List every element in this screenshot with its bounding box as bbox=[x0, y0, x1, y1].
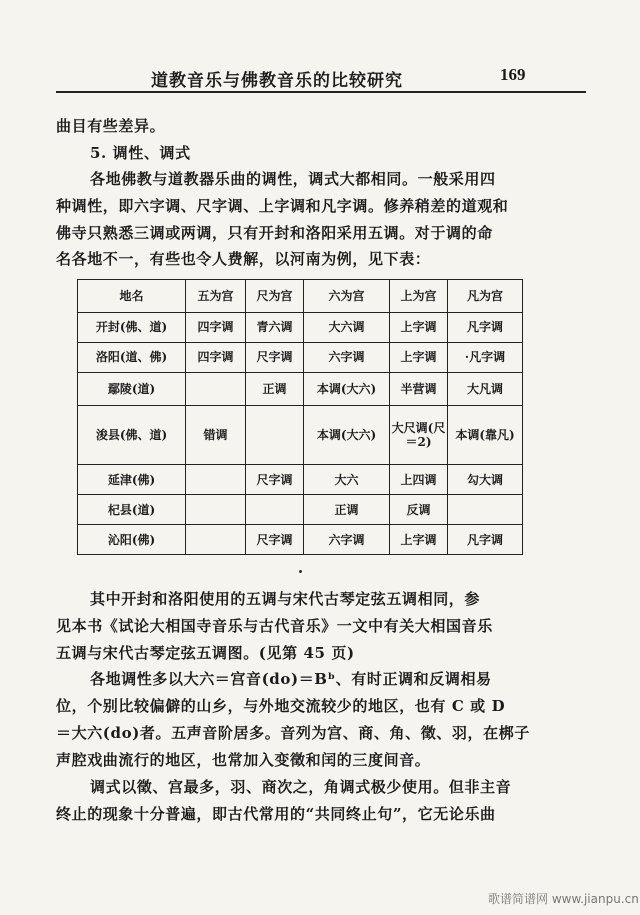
paragraph-line: 名各地不一，有些也令人费解，以河南为例，见下表： bbox=[56, 250, 431, 268]
table-cell: 半营调 bbox=[390, 372, 448, 405]
table-cell: 上字调 bbox=[390, 313, 448, 343]
table-header-cell: 六为宫 bbox=[304, 280, 390, 313]
table-cell bbox=[186, 495, 246, 525]
header-rule bbox=[56, 91, 586, 93]
table-cell: 四字调 bbox=[186, 313, 246, 343]
table-cell: 延津(佛) bbox=[78, 465, 186, 495]
table-cell: 凡字调 bbox=[448, 525, 523, 555]
table-header-cell: 地名 bbox=[78, 280, 186, 313]
table-cell: 凡字调 bbox=[448, 313, 523, 343]
table-cell bbox=[186, 372, 246, 405]
table-row bbox=[78, 313, 523, 343]
table-cell: 上字调 bbox=[390, 525, 448, 555]
chapter-title: 道教音乐与佛教音乐的比较研究 bbox=[151, 71, 403, 91]
paragraph-line: ＝大六(do)者。五声音阶居多。音列为宫、商、角、徵、羽，在梆子 bbox=[56, 724, 530, 742]
table-cell: 正调 bbox=[246, 372, 304, 405]
paragraph-line: 曲目有些差异。 bbox=[56, 117, 166, 135]
paragraph-line: 调式以徵、宫最多，羽、商次之，角调式极少使用。但非主音 bbox=[90, 778, 512, 796]
table-row bbox=[78, 465, 523, 495]
page-number: 169 bbox=[500, 65, 526, 84]
table-header-row bbox=[78, 280, 523, 313]
table-cell: 反调 bbox=[390, 495, 448, 525]
table-row bbox=[78, 342, 523, 372]
table-cell: 六字调 bbox=[304, 342, 390, 372]
table-cell: 沁阳(佛) bbox=[78, 525, 186, 555]
table-cell: 本调(大六) bbox=[304, 405, 390, 465]
table-cell: 洛阳(道、佛) bbox=[78, 342, 186, 372]
table-row bbox=[78, 495, 523, 525]
table-cell: 尺字调 bbox=[246, 342, 304, 372]
table-cell: 上字调 bbox=[390, 342, 448, 372]
table-cell: 尺字调 bbox=[246, 525, 304, 555]
table-cell bbox=[186, 525, 246, 555]
paragraph-line: 五调与宋代古琴定弦五调图。(见第 45 页) bbox=[56, 644, 355, 662]
table-cell: 鄢陵(道) bbox=[78, 372, 186, 405]
table-header-cell: 上为宫 bbox=[390, 280, 448, 313]
table-cell: 青六调 bbox=[246, 313, 304, 343]
table-cell: 开封(佛、道) bbox=[78, 313, 186, 343]
table-row bbox=[78, 525, 523, 555]
table-cell: 杞县(道) bbox=[78, 495, 186, 525]
table-header-cell: 凡为宫 bbox=[448, 280, 523, 313]
running-head bbox=[56, 62, 586, 92]
table-cell bbox=[246, 405, 304, 465]
table-row bbox=[78, 372, 523, 405]
table-cell: 尺字调 bbox=[246, 465, 304, 495]
table-cell: 大六 bbox=[304, 465, 390, 495]
tonality-table bbox=[77, 279, 523, 555]
table-cell: 本调(靠凡) bbox=[448, 405, 523, 465]
section-heading: 5. 调性、调式 bbox=[90, 144, 191, 162]
table-cell: 错调 bbox=[186, 405, 246, 465]
site-watermark: 歌谱简谱网 www.jianpu.cn bbox=[488, 892, 639, 906]
print-speck bbox=[299, 570, 302, 573]
paragraph-line: 声腔戏曲流行的地区，也常加入变徵和闰的三度间音。 bbox=[56, 751, 431, 769]
table-row bbox=[78, 405, 523, 465]
table-cell: 本调(大六) bbox=[304, 372, 390, 405]
table-header-cell: 五为宫 bbox=[186, 280, 246, 313]
paragraph-line: 位，个别比较偏僻的山乡，与外地交流较少的地区，也有 C 或 D bbox=[56, 697, 506, 715]
paragraph-line: 其中开封和洛阳使用的五调与宋代古琴定弦五调相同，参 bbox=[90, 590, 481, 608]
paragraph-line: 种调性，即六字调、尺字调、上字调和凡字调。修养稍差的道观和 bbox=[56, 197, 509, 215]
paragraph-line: 各地调性多以大六＝宫音(do)＝Bᵇ、有时正调和反调相易 bbox=[90, 670, 492, 688]
table-cell: 正调 bbox=[304, 495, 390, 525]
table-cell: 大凡调 bbox=[448, 372, 523, 405]
paragraph-line: 各地佛教与道教器乐曲的调性，调式大都相同。一般采用四 bbox=[90, 170, 496, 188]
table-cell: 六字调 bbox=[304, 525, 390, 555]
table-cell: 四字调 bbox=[186, 342, 246, 372]
table-cell: 大六调 bbox=[304, 313, 390, 343]
table-cell bbox=[246, 495, 304, 525]
table-cell: ·凡字调 bbox=[448, 342, 523, 372]
table-cell bbox=[448, 495, 523, 525]
paragraph-line: 终止的现象十分普遍，即古代常用的“共同终止句”，它无论乐曲 bbox=[56, 805, 496, 823]
table-cell: 上四调 bbox=[390, 465, 448, 495]
table-cell bbox=[186, 465, 246, 495]
table-header-cell: 尺为宫 bbox=[246, 280, 304, 313]
table-cell: 浚县(佛、道) bbox=[78, 405, 186, 465]
paragraph-line: 见本书《试论大相国寺音乐与古代音乐》一文中有关大相国音乐 bbox=[56, 617, 493, 635]
paragraph-line: 佛寺只熟悉三调或两调，只有开封和洛阳采用五调。对于调的命 bbox=[56, 224, 493, 242]
table-cell: 大尺调(尺＝2) bbox=[390, 405, 448, 465]
table-cell: 勾大调 bbox=[448, 465, 523, 495]
